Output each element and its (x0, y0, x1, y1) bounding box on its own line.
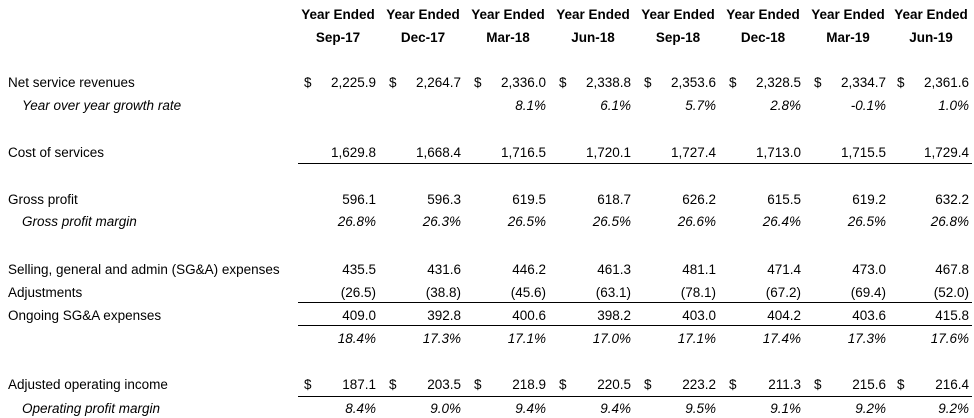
table-cell: 596.3 (427, 192, 461, 207)
table-cell: 2,338.8 (585, 75, 631, 90)
table-cell: 1,715.5 (840, 145, 886, 160)
row-label-ongoing-sga: Ongoing SG&A expenses (8, 308, 162, 323)
table-cell: 1,729.4 (923, 145, 969, 160)
table-cell: (78.1) (680, 285, 716, 300)
table-cell: 26.3% (422, 214, 461, 229)
table-cell: 8.1% (515, 98, 546, 113)
row-label-gross-profit: Gross profit (8, 192, 78, 207)
table-cell: 26.5% (592, 214, 631, 229)
table-cell: (45.6) (510, 285, 546, 300)
row-label-adjustments: Adjustments (8, 285, 83, 300)
currency-symbol: $ (474, 75, 482, 90)
row-label-operating-profit-margin: Operating profit margin (22, 401, 161, 416)
currency-symbol: $ (814, 75, 822, 90)
currency-symbol: $ (474, 377, 482, 392)
table-cell: 596.1 (342, 192, 376, 207)
column-header-line2: Jun-19 (909, 30, 953, 45)
column-header-line2: Dec-18 (740, 30, 786, 45)
row-label-net-service-revenues: Net service revenues (8, 75, 135, 90)
column-header-line1: Year Ended (471, 7, 545, 22)
table-cell: (52.0) (933, 285, 969, 300)
table-cell: 220.5 (597, 377, 631, 392)
table-cell: (69.4) (850, 285, 886, 300)
table-cell: 9.4% (600, 401, 631, 416)
table-cell: 9.2% (938, 401, 969, 416)
table-cell: 471.4 (767, 262, 801, 277)
currency-symbol: $ (389, 75, 397, 90)
table-cell: 400.6 (512, 308, 546, 323)
table-cell: 17.1% (677, 331, 716, 346)
table-cell: 626.2 (682, 192, 716, 207)
row-label-yoy-growth: Year over year growth rate (22, 98, 182, 113)
table-cell: -0.1% (850, 98, 886, 113)
table-cell: 203.5 (427, 377, 461, 392)
table-cell: (67.2) (765, 285, 801, 300)
table-cell: 9.0% (430, 401, 461, 416)
table-cell: 17.1% (507, 331, 546, 346)
table-cell: 26.6% (677, 214, 716, 229)
rule-cost-of-services (298, 163, 972, 164)
table-cell: 1,720.1 (585, 145, 631, 160)
column-header-line2: Mar-19 (826, 30, 870, 45)
table-cell: 18.4% (337, 331, 376, 346)
table-cell: 26.5% (507, 214, 546, 229)
table-cell: 615.5 (767, 192, 801, 207)
table-cell: 216.4 (935, 377, 969, 392)
table-cell: 415.8 (935, 308, 969, 323)
currency-symbol: $ (304, 75, 312, 90)
currency-symbol: $ (897, 377, 905, 392)
table-cell: 215.6 (852, 377, 886, 392)
table-cell: 17.0% (592, 331, 631, 346)
rule-ongoing-sga (298, 325, 972, 326)
table-cell: 26.8% (337, 214, 376, 229)
column-header-line2: Dec-17 (400, 30, 446, 45)
rule-adjusted-operating-income (298, 396, 972, 397)
table-cell: 17.6% (930, 331, 969, 346)
table-cell: 1,716.5 (500, 145, 546, 160)
currency-symbol: $ (304, 377, 312, 392)
table-cell: 435.5 (342, 262, 376, 277)
table-cell: 2,334.7 (840, 75, 886, 90)
table-cell: 1.0% (938, 98, 969, 113)
rule-adjustments (298, 302, 972, 303)
column-header-line2: Sep-18 (655, 30, 701, 45)
row-label-adjusted-operating-income: Adjusted operating income (8, 377, 168, 392)
table-cell: 1,713.0 (755, 145, 801, 160)
currency-symbol: $ (644, 377, 652, 392)
table-cell: 2,225.9 (330, 75, 376, 90)
table-cell: 9.1% (770, 401, 801, 416)
currency-symbol: $ (729, 75, 737, 90)
table-cell: 409.0 (342, 308, 376, 323)
table-cell: (26.5) (340, 285, 376, 300)
table-cell: 632.2 (935, 192, 969, 207)
table-cell: 1,629.8 (330, 145, 376, 160)
table-cell: 398.2 (597, 308, 631, 323)
table-cell: 2,361.6 (923, 75, 969, 90)
table-cell: (38.8) (425, 285, 461, 300)
column-header-line1: Year Ended (641, 7, 715, 22)
table-cell: 17.3% (422, 331, 461, 346)
column-header-line1: Year Ended (811, 7, 885, 22)
table-cell: 1,727.4 (670, 145, 716, 160)
table-cell: 481.1 (682, 262, 716, 277)
table-cell: 467.8 (935, 262, 969, 277)
currency-symbol: $ (559, 377, 567, 392)
column-header-line1: Year Ended (386, 7, 460, 22)
currency-symbol: $ (559, 75, 567, 90)
row-label-cost-of-services: Cost of services (8, 145, 105, 160)
table-cell: 9.2% (855, 401, 886, 416)
column-header-line2: Sep-17 (315, 30, 361, 45)
table-cell: 431.6 (427, 262, 461, 277)
table-cell: 2,336.0 (500, 75, 546, 90)
table-cell: 26.8% (930, 214, 969, 229)
table-cell: 17.3% (847, 331, 886, 346)
table-cell: (63.1) (595, 285, 631, 300)
table-cell: 1,668.4 (415, 145, 461, 160)
table-cell: 5.7% (685, 98, 716, 113)
table-cell: 211.3 (768, 377, 801, 392)
column-header-line2: Jun-18 (571, 30, 615, 45)
table-cell: 9.5% (685, 401, 716, 416)
table-cell: 26.5% (847, 214, 886, 229)
table-cell: 2,353.6 (670, 75, 716, 90)
table-cell: 187.1 (342, 377, 376, 392)
table-cell: 618.7 (597, 192, 631, 207)
table-cell: 403.0 (682, 308, 716, 323)
table-cell: 9.4% (515, 401, 546, 416)
column-header-line1: Year Ended (301, 7, 375, 22)
table-cell: 619.5 (512, 192, 546, 207)
column-header-line1: Year Ended (726, 7, 800, 22)
table-cell: 2.8% (770, 98, 801, 113)
currency-symbol: $ (729, 377, 737, 392)
currency-symbol: $ (897, 75, 905, 90)
table-cell: 461.3 (597, 262, 631, 277)
row-label-gross-profit-margin: Gross profit margin (22, 214, 137, 229)
currency-symbol: $ (644, 75, 652, 90)
table-cell: 2,328.5 (755, 75, 801, 90)
table-cell: 619.2 (852, 192, 886, 207)
table-cell: 218.9 (512, 377, 546, 392)
table-cell: 392.8 (427, 308, 461, 323)
column-header-line1: Year Ended (556, 7, 630, 22)
column-header-line2: Mar-18 (486, 30, 530, 45)
currency-symbol: $ (814, 377, 822, 392)
column-header-line1: Year Ended (894, 7, 968, 22)
currency-symbol: $ (389, 377, 397, 392)
table-cell: 17.4% (762, 331, 801, 346)
table-cell: 404.2 (767, 308, 801, 323)
table-cell: 446.2 (512, 262, 546, 277)
table-cell: 223.2 (682, 377, 716, 392)
table-cell: 473.0 (852, 262, 886, 277)
table-cell: 8.4% (345, 401, 376, 416)
table-cell: 26.4% (762, 214, 801, 229)
table-cell: 6.1% (600, 98, 631, 113)
row-label-sga-expenses: Selling, general and admin (SG&A) expenses (8, 262, 280, 277)
table-cell: 2,264.7 (415, 75, 461, 90)
table-cell: 403.6 (852, 308, 886, 323)
